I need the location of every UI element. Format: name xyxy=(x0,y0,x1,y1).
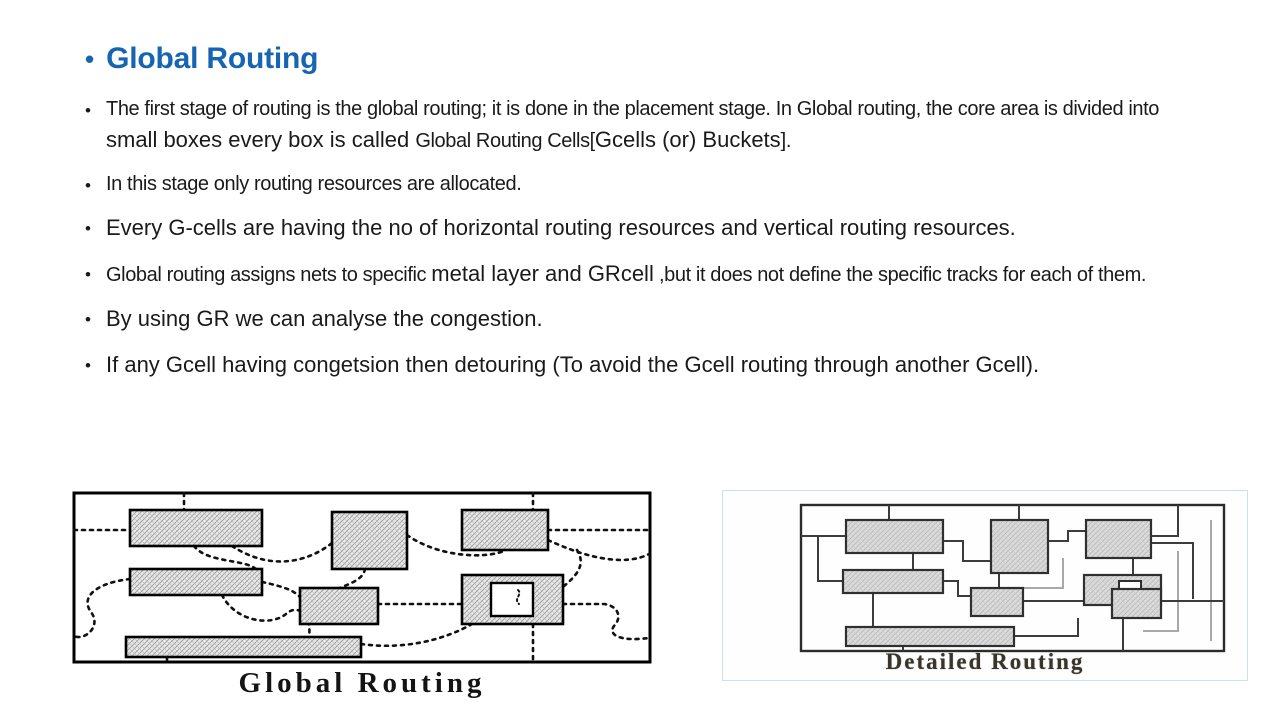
bullet-marker-icon: • xyxy=(85,176,91,195)
bullet-item xyxy=(85,170,1171,200)
bullet-segment: If any Gcell having congetsion then detouring (To avoid the Gcell routing through another Gcell). xyxy=(106,352,1040,377)
bullet-marker-icon: • xyxy=(85,356,91,375)
slide-title-row xyxy=(85,42,318,76)
bullet-segment: small boxes every box is called xyxy=(106,127,416,152)
bullet-marker-icon: • xyxy=(85,101,91,120)
bullet-item xyxy=(85,350,1171,383)
bullet-segment: In this stage only routing resources are allocated. xyxy=(106,173,522,195)
bullet-text xyxy=(106,352,1040,377)
page-title: Global Routing xyxy=(106,42,319,75)
bullet-item xyxy=(85,213,1171,246)
bullet-marker-icon: • xyxy=(85,219,91,238)
bullet-segment: The first stage of routing is the global routing; it is done in the placement stage. In Global routing, the core area is divided into xyxy=(106,98,1160,120)
bullet-text xyxy=(106,306,543,331)
bullet-item xyxy=(85,95,1171,157)
figure-caption: Detailed Routing xyxy=(885,649,1085,674)
global-routing-figure xyxy=(72,491,652,700)
bullet-text xyxy=(106,261,1146,286)
bullet-segment: metal layer and GRcell xyxy=(431,261,654,286)
bullet-segment: ]. xyxy=(780,130,791,152)
bullet-text xyxy=(106,173,522,195)
bullet-item xyxy=(85,259,1171,291)
bullet-segment: Every G-cells are having the no of horizontal routing resources and vertical routing resources. xyxy=(106,215,1016,240)
bullet-item xyxy=(85,304,1171,337)
title-bullet-icon: • xyxy=(85,44,95,74)
bullet-marker-icon: • xyxy=(85,310,91,329)
bullet-marker-icon: • xyxy=(85,265,91,284)
bullet-text xyxy=(106,98,1160,152)
detailed-routing-figure xyxy=(722,490,1248,681)
bullet-segment: Global routing assigns nets to specific xyxy=(106,264,432,286)
bullet-segment: Gcells (or) Buckets xyxy=(594,127,781,152)
bullet-segment: Global Routing Cells[ xyxy=(415,130,595,152)
figure-caption: Global Routing xyxy=(238,667,486,699)
global-routing-diagram xyxy=(72,491,652,664)
bullet-segment: ,but it does not define the specific tracks for each of them. xyxy=(653,264,1146,286)
detailed-routing-diagram xyxy=(723,491,1247,653)
bullet-text xyxy=(106,215,1016,240)
bullet-segment: By using GR we can analyse the congestion. xyxy=(106,306,543,331)
bullet-list xyxy=(85,95,1171,396)
